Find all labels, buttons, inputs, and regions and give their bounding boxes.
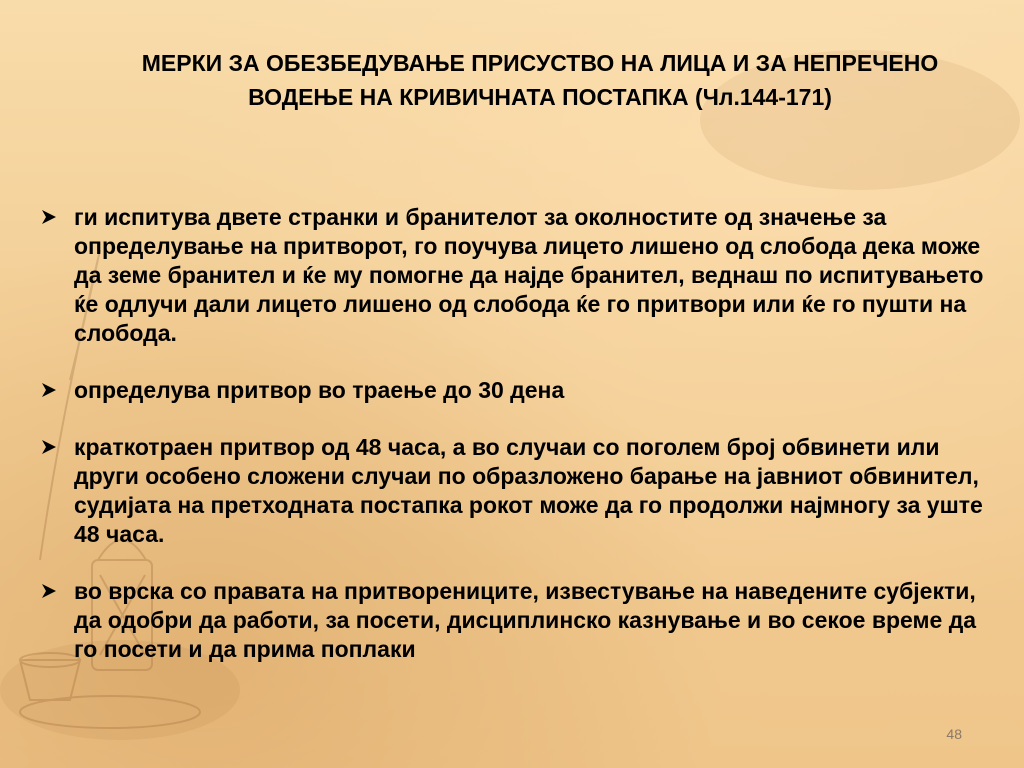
bullet-item [40,577,1000,664]
bullet-text: определува притвор во траење до 30 дена [74,377,565,403]
arrow-bullet-icon [40,381,58,399]
bullet-item [40,203,1000,348]
page-number: 48 [946,726,962,742]
bullet-list [40,203,1000,664]
bullet-text: во врска со правата на притворениците, известување на наведените субјекти, да одобри да работи, за посети, дисциплинско казнување и во секое време да го посети и да прима поплаки [74,578,977,662]
bullet-text: краткотраен притвор од 48 часа, а во случаи со поголем број обвинети или други особено сложени случаи по образложено барање на јавниот обвинител, судијата на претходната постапка рокот може да го продолжи најмногу за уште 48 часа. [74,434,983,547]
arrow-bullet-icon [40,582,58,600]
arrow-bullet-icon [40,438,58,456]
slide-title: МЕРКИ ЗА ОБЕЗБЕДУВАЊЕ ПРИСУСТВО НА ЛИЦА И ЗА НЕПРЕЧЕНО ВОДЕЊЕ НА КРИВИЧНАТА ПОСТАПКА (Чл.144-171) [141,50,939,110]
bullet-item [40,376,1000,405]
arrow-bullet-icon [40,208,58,226]
bullet-text: ги испитува двете странки и бранителот за околностите од значење за определување на притворот, го поучува лицето лишено од слобода дека може да земе бранител и ќе му помогне да најде бранител, веднаш по испитувањето ќе одлучи дали лицето лишено од слобода ќе го притвори или ќе го пушти на слобода. [74,204,984,346]
bullet-item [40,433,1000,549]
